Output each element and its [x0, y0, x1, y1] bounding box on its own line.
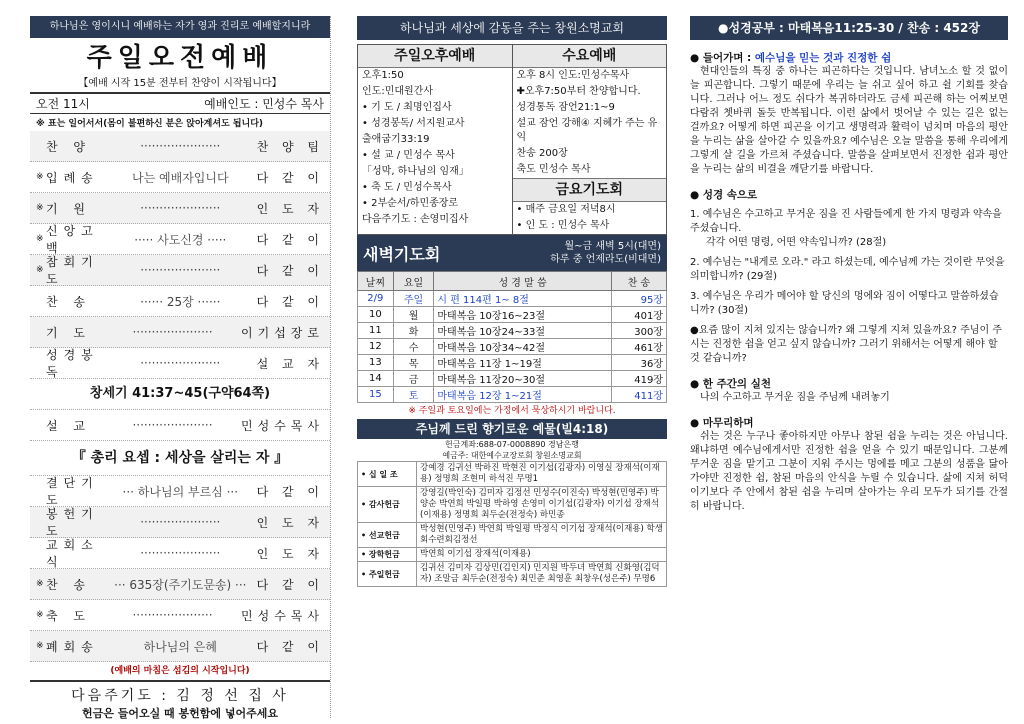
- page-title: 주일오전예배: [86, 43, 274, 73]
- order-item-person: 다 같 이: [256, 294, 324, 309]
- account-holder: 예금주: 대한예수교장로회 창원소명교회: [442, 451, 582, 460]
- service-line: • 기 도 / 최명인집사: [362, 102, 452, 113]
- standing-mark: ※: [36, 641, 44, 651]
- service-line: 축도 민성수 목사: [516, 164, 591, 175]
- reading-day: 금: [393, 371, 434, 387]
- reading-passage: 마태복음 10장24~33절: [434, 323, 611, 339]
- question-sub: 각각 어떤 명령, 어떤 약속입니까? (28절): [706, 237, 887, 248]
- offering-names: 박연희 이기섭 장재석(이재용): [417, 548, 667, 562]
- practice-heading: ● 한 주간의 실천: [690, 378, 771, 390]
- standing-mark: ※: [36, 265, 44, 275]
- service-line: 「성막, 하나님의 임재」: [362, 166, 469, 177]
- intro-text: 현대인들의 특징 중 하나는 피곤하다는 것입니다. 남녀노소 할 것 없이 늘 피곤합니다. 그렇기 때문에 우리는 늘 쉬고 싶어 하고 쉴 기회를 찾습니다. 그러나 어느 정도 쉬다가 복귀하더라도 금세 피곤해 하는 어찌보면 다람쥐 쳇바퀴 돌듯 반복됩니다. 이런 삶에서 벗어날 수 있는 길은 없는 걸까요? 어떻게 하면 피곤을 이기고 생명력과 활력이 넘치며 마음의 평안을 누리는 삶을 살아갈 수 있을까요? 예수님은 오늘 말씀을 통해 우리에게 그렇게 살 길을 가르쳐 주셨습니다. 말씀을 살펴보면서 진정한 쉼과 평안을 누리는 삶의 비결을 깨닫기를 바랍니다.: [690, 66, 1008, 175]
- service-line: 다음주기도 : 손영미집사: [362, 214, 469, 225]
- order-row: [30, 600, 330, 631]
- sunday-morning-column: [30, 16, 331, 718]
- offering-names: 강예경 김귀선 박하진 박현진 이기섭(김광자) 이영실 장재석(이재용) 정명희 조현미 하석진 무명1: [417, 462, 667, 487]
- service-line: 오후 8시 인도:민성수목사: [516, 70, 630, 81]
- order-item-person: 민성수목사: [241, 418, 324, 433]
- table-header: 성 경 말 씀: [434, 272, 611, 291]
- order-item-name: 찬 양: [46, 139, 91, 154]
- reading-day: 월: [393, 307, 434, 323]
- reading-hymn: 36장: [611, 355, 666, 371]
- reading-hymn: 300장: [611, 323, 666, 339]
- service-line: • 인 도 : 민성수 목사: [516, 220, 610, 231]
- reading-hymn: 95장: [611, 291, 666, 307]
- standing-mark: ※: [36, 579, 44, 589]
- order-item-person: 인 도 자: [256, 546, 324, 561]
- bible-study-column: [690, 16, 1008, 718]
- bible-reading-table: [357, 271, 667, 403]
- order-item-detail: ····· 사도신경 ·····: [134, 232, 227, 247]
- order-item-detail: 하나님의 은혜: [143, 639, 217, 654]
- table-row: [358, 387, 667, 403]
- dawn-line-1: 월~금 새벽 5시(대면): [564, 241, 661, 252]
- order-item-detail: ·····················: [132, 418, 213, 432]
- intro-label: ● 들어가며 :: [690, 52, 755, 64]
- sunday-afternoon-box: [358, 45, 512, 234]
- reading-day: 주일: [393, 291, 434, 307]
- order-item-name: 신앙고백: [46, 224, 99, 255]
- table-header: 찬 송: [611, 272, 666, 291]
- closing-text: 쉬는 것은 누구나 좋아하지만 아무나 참된 쉼을 누리는 것은 아닙니다. 왜냐하면 예수님에게서만 진정한 쉼을 얻을 수 있기 때문입니다. 그분께 무거운 짐을 맡기고 그분이 지워 주시는 멍에를 메고 그분의 성품을 닮아가야만 진정한 쉼, 참된 마음의 안식을 누릴 수 있습니다. 삶에 지쳐 허덕이기보다 주 안에서 참된 쉼을 누리며 살아가는 우리 모두가 되기를 간절히 바랍니다.: [690, 431, 1008, 512]
- question-text: 1. 예수님은 수고하고 무거운 짐을 진 사람들에게 한 가지 명령과 약속을 주셨습니다.: [690, 209, 1002, 234]
- order-item-person: 다 같 이: [256, 577, 324, 592]
- question-text: ●요즘 많이 지쳐 있지는 않습니까? 왜 그렇게 지쳐 있을까요? 주님이 주시는 진정한 쉼을 얻고 싶지 않습니까? 그러기 위해서는 어떻게 해야 할 것 같습니까?: [690, 325, 1002, 364]
- order-list-1: [30, 131, 330, 379]
- dawn-prayer-bar: [357, 235, 667, 271]
- service-line: 오후1:50: [362, 70, 404, 81]
- table-header: 날찌: [358, 272, 394, 291]
- order-row: [30, 507, 330, 538]
- dawn-line-2: 하루 중 언제라도(비대면): [550, 254, 661, 265]
- order-row: [30, 631, 330, 662]
- reading-hymn: 401장: [611, 307, 666, 323]
- study-question: [690, 324, 1008, 366]
- order-item-detail: ·····················: [140, 263, 221, 277]
- order-row: [30, 410, 330, 441]
- order-item-detail: ·····················: [140, 356, 221, 370]
- order-item-person: 이기섭장로: [241, 325, 324, 340]
- dawn-times: [550, 240, 661, 266]
- order-item-detail: ·····················: [140, 546, 221, 560]
- reading-hymn: 461장: [611, 339, 666, 355]
- table-header-row: [358, 272, 667, 291]
- standing-mark: ※: [36, 610, 44, 620]
- offering-category: • 주일헌금: [358, 562, 417, 587]
- reading-passage: 시 편 114편 1~ 8절: [434, 291, 611, 307]
- table-row: [358, 339, 667, 355]
- service-line: 성경통독 잠언21:1~9: [516, 102, 615, 113]
- study-banner: ●성경공부 : 마태복음11:25-30 / 찬송 : 452장: [690, 16, 1008, 40]
- offering-category: • 십 일 조: [358, 462, 417, 487]
- order-item-detail: ·····················: [132, 325, 213, 339]
- order-item-detail: ··· 하나님의 부르심 ···: [122, 484, 239, 499]
- offering-row: [358, 562, 667, 587]
- table-row: [358, 355, 667, 371]
- order-item-detail: ··· 635장(주기도문송) ···: [114, 577, 247, 592]
- order-list-2: [30, 410, 330, 441]
- study-question: [690, 208, 1008, 250]
- standing-mark: ※: [36, 172, 44, 182]
- standing-mark: ※: [36, 234, 44, 244]
- order-item-name: 찬 송: [46, 294, 91, 309]
- wednesday-box: [512, 45, 667, 234]
- offering-category: • 감사헌금: [358, 487, 417, 523]
- sermon-title: 『 총리 요셉 : 세상을 살리는 자 』: [30, 441, 330, 476]
- reading-day: 수: [393, 339, 434, 355]
- reading-date: 2/9: [358, 291, 394, 307]
- reading-day: 토: [393, 387, 434, 403]
- offering-names: 김귀선 김미자 김상민(김인지) 민지원 박두녀 박연희 신화영(김덕자) 조말금 최두순(전정숙) 최민준 최영훈 최창우(성은주) 무명6: [417, 562, 667, 587]
- order-item-name: 폐회송: [46, 639, 99, 654]
- table-row: [358, 291, 667, 307]
- middle-column: [357, 16, 667, 718]
- church-banner: 하나님과 세상에 감동을 주는 창원소명교회: [357, 16, 667, 40]
- order-row: [30, 286, 330, 317]
- table-row: [358, 307, 667, 323]
- offering-category: • 선교헌금: [358, 523, 417, 548]
- service-line: • 2부순서/하민종장로: [362, 198, 459, 209]
- offering-row: [358, 548, 667, 562]
- order-item-person: 다 같 이: [256, 170, 324, 185]
- friday-lines: [513, 202, 667, 234]
- order-item-detail: ·····················: [140, 201, 221, 215]
- table-row: [358, 323, 667, 339]
- reading-date: 13: [358, 355, 394, 371]
- order-row: [30, 255, 330, 286]
- standing-mark: ※: [36, 203, 44, 213]
- order-row: [30, 193, 330, 224]
- standing-note: ※ 표는 일어서서(몸이 불편하신 분은 앉아계셔도 됩니다): [36, 119, 264, 129]
- order-item-person: 민성수목사: [241, 608, 324, 623]
- friday-title: 금요기도회: [513, 178, 667, 202]
- order-item-detail: 나는 예배자입니다: [132, 170, 229, 185]
- bible-heading: ● 성경 속으로: [690, 189, 758, 201]
- order-item-detail: ·····················: [132, 608, 213, 622]
- study-question: [690, 256, 1008, 284]
- order-item-name: 설 교: [46, 418, 91, 433]
- reading-day: 목: [393, 355, 434, 371]
- order-item-detail: ······ 25장 ······: [140, 294, 221, 309]
- account-info: [357, 439, 667, 461]
- offering-row: [358, 462, 667, 487]
- closing-note: (예배의 마침은 섬김의 시작입니다): [110, 666, 250, 676]
- question-list: [690, 208, 1008, 366]
- left-banner: 하나님은 영이시니 예배하는 자가 영과 진리로 예배할지니라: [30, 16, 330, 38]
- service-line: • 축 도 / 민성수목사: [362, 182, 452, 193]
- order-row: [30, 476, 330, 507]
- order-item-name: 결단기도: [46, 476, 99, 507]
- order-row: [30, 317, 330, 348]
- order-item-name: 교회소식: [46, 538, 99, 569]
- question-text: 2. 예수님는 "내게로 오라." 라고 하셨는데, 예수님께 가는 것이란 무엇을 의미합니까? (29절): [690, 257, 1005, 282]
- service-line: 출애굽기33:19: [362, 134, 430, 145]
- order-item-person: 다 같 이: [256, 263, 324, 278]
- order-item-person: 다 같 이: [256, 232, 324, 247]
- offering-category: • 장학헌금: [358, 548, 417, 562]
- order-row: [30, 348, 330, 379]
- offering-names: 강영길(박인숙) 김미자 김정선 민성수(이진숙) 박성현(민영주) 박양순 박연희 박일평 박하영 손영미 이기섭(김광자) 이기섭 장재석(이재용) 정명희 최두순(전정숙) 하민종: [417, 487, 667, 523]
- study-question: [690, 290, 1008, 318]
- reading-hymn: 419장: [611, 371, 666, 387]
- service-line: 찬송 200장: [516, 148, 568, 159]
- order-row: [30, 162, 330, 193]
- order-item-name: 기 도: [46, 325, 91, 340]
- reading-passage: 마태복음 12장 1~21절: [434, 387, 611, 403]
- intro-title: 예수님을 믿는 것과 진정한 쉼: [754, 52, 892, 64]
- scripture-reference: 창세기 41:37~45(구약64쪽): [30, 379, 330, 410]
- service-line: • 설 교 / 민성수 목사: [362, 150, 455, 161]
- service-line: • 매주 금요일 저녁8시: [516, 204, 616, 215]
- reading-date: 12: [358, 339, 394, 355]
- reading-date: 10: [358, 307, 394, 323]
- order-item-person: 인 도 자: [256, 515, 324, 530]
- offering-names: 박성현(민영주) 박연희 박일평 박정식 이기섭 장재석(이재용) 학생회수련회김정선: [417, 523, 667, 548]
- order-item-name: 참회기도: [46, 255, 99, 286]
- service-start-note: 【예배 시작 15분 전부터 찬양이 시작됩니다】: [78, 78, 282, 89]
- order-row: [30, 569, 330, 600]
- order-item-name: 축 도: [46, 608, 91, 623]
- order-item-person: 다 같 이: [256, 639, 324, 654]
- order-list-3: [30, 476, 330, 662]
- table-header: 요일: [393, 272, 434, 291]
- wednesday-title: 수요예배: [513, 45, 667, 68]
- service-time: 오전 11시: [36, 97, 90, 111]
- table-row: [358, 371, 667, 387]
- offering-row: [358, 523, 667, 548]
- order-item-detail: ·····················: [140, 515, 221, 529]
- order-item-person: 다 같 이: [256, 484, 324, 499]
- reading-date: 11: [358, 323, 394, 339]
- account-number: 헌금계좌:688-07-0008890 경남은행: [445, 440, 579, 449]
- order-row: [30, 224, 330, 255]
- service-line: • 성경봉독/ 서지원교사: [362, 118, 465, 129]
- reading-date: 14: [358, 371, 394, 387]
- order-item-name: 입례송: [46, 170, 99, 185]
- question-text: 3. 예수님은 우리가 메어야 할 당신의 멍에와 짐이 어떻다고 말씀하셨습니까? (30절): [690, 291, 999, 316]
- reading-hymn: 411장: [611, 387, 666, 403]
- order-item-name: 성경봉독: [46, 348, 99, 379]
- order-row: [30, 131, 330, 162]
- offering-row: [358, 487, 667, 523]
- reading-passage: 마태복음 11장20~30절: [434, 371, 611, 387]
- order-item-person: 설 교 자: [256, 356, 324, 371]
- order-item-name: 기 원: [46, 201, 91, 216]
- offering-title: 주님께 드린 향기로운 예물(빌4:18): [357, 419, 667, 439]
- order-item-name: 봉헌기도: [46, 507, 99, 538]
- service-line: ✚오후7:50부터 찬양합니다.: [516, 86, 641, 97]
- table-note: ※ 주일과 토요일에는 가정에서 묵상하시기 바랍니다.: [408, 406, 616, 416]
- dawn-title: 새벽기도회: [363, 244, 441, 264]
- service-line: 인도:민대원간사: [362, 86, 433, 97]
- service-grid: [357, 44, 667, 235]
- order-item-person: 인 도 자: [256, 201, 324, 216]
- next-week-prayer: 다음주기도 : 김 정 선 집 사: [30, 680, 330, 705]
- reading-passage: 마태복음 11장 1~19절: [434, 355, 611, 371]
- offering-note: 헌금은 들어오실 때 봉헌함에 넣어주세요: [82, 707, 278, 720]
- closing-heading: ● 마무리하며: [690, 417, 754, 429]
- service-header: [30, 92, 330, 114]
- intro-heading: [690, 50, 1008, 65]
- service-leader: 예배인도 : 민성수 목사: [204, 97, 324, 111]
- order-item-detail: ·····················: [140, 139, 221, 153]
- service-line: 설교 잠언 강해④ 지혜가 주는 유익: [516, 118, 658, 143]
- order-row: [30, 538, 330, 569]
- sunday-afternoon-title: 주일오후예배: [358, 45, 512, 68]
- order-item-name: 찬 송: [46, 577, 91, 592]
- offering-table: [357, 461, 667, 587]
- practice-text: 나의 수고하고 무거운 짐을 주님께 내려놓기: [700, 392, 890, 403]
- wednesday-lines: [513, 68, 667, 178]
- reading-date: 15: [358, 387, 394, 403]
- reading-day: 화: [393, 323, 434, 339]
- sunday-afternoon-lines: [358, 68, 512, 228]
- reading-passage: 마태복음 10장16~23절: [434, 307, 611, 323]
- reading-passage: 마태복음 10장34~42절: [434, 339, 611, 355]
- order-item-person: 찬 양 팀: [256, 139, 324, 154]
